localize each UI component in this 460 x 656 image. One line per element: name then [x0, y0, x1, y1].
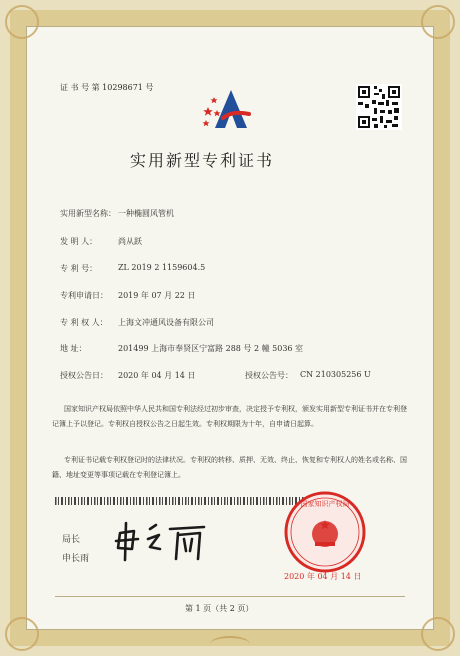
field-value-address: 201499 上海市奉贤区宁富路 288 号 2 幢 5036 室 [118, 344, 304, 353]
field-label-address: 地 址： [60, 344, 87, 353]
grant-date-value: 2020 年 04 月 14 日 [118, 371, 196, 380]
field-value-name: 一种椭圆风管机 [118, 209, 174, 218]
director-signature [112, 515, 222, 565]
bottom-ornament [210, 636, 250, 652]
seal-text: 国家知识产权局 [300, 500, 350, 508]
ornament-top-right [421, 5, 455, 39]
official-seal [283, 490, 367, 574]
director-name: 申长雨 [62, 554, 90, 564]
field-label-application-date: 专利申请日： [60, 291, 108, 300]
seal-date: 2020 年 04 月 14 日 [284, 572, 362, 581]
ornament-bottom-left [5, 617, 39, 651]
page-number: 第 1 页（共 2 页） [185, 604, 254, 613]
field-label-name: 实用新型名称： [60, 209, 116, 218]
director-title: 局长 [62, 535, 81, 545]
qr-code [356, 84, 402, 130]
field-label-patent-number: 专 利 号： [60, 264, 98, 273]
grant-number-label: 授权公告号： [245, 371, 293, 380]
field-value-application-date: 2019 年 07 月 22 日 [118, 291, 196, 300]
page-title: 实用新型专利证书 [130, 151, 275, 170]
footer-divider [55, 596, 405, 597]
field-label-patentee: 专 利 权 人： [60, 318, 108, 327]
field-value-patent-number: ZL 2019 2 1159604.5 [118, 263, 206, 272]
field-value-patentee: 上海文冲通风设备有限公司 [118, 318, 214, 327]
grant-date-label: 授权公告日： [60, 371, 108, 380]
barcode [55, 497, 310, 505]
certificate-statement-1: 国家知识产权局依照中华人民共和国专利法经过初步审查，决定授予专利权，颁发实用新型专利证书并在专利登记簿上予以登记。专利权自授权公告之日起生效。专利权期限为十年，自申请日起算。 [52, 405, 407, 428]
certificate-statement-2: 专利证书记载专利权登记时的法律状况。专利权的转移、质押、无效、终止、恢复和专利权人的姓名或名称、国籍、地址变更等事项记载在专利登记簿上。 [52, 456, 407, 479]
certificate-number: 证 书 号 第 10298671 号 [60, 83, 154, 92]
cnipa-logo [201, 84, 259, 134]
ornament-bottom-right [421, 617, 455, 651]
ornament-top-left [5, 5, 39, 39]
grant-number-value: CN 210305256 U [300, 370, 371, 379]
field-value-inventor: 尚从跃 [118, 237, 142, 246]
field-label-inventor: 发 明 人： [60, 237, 98, 246]
